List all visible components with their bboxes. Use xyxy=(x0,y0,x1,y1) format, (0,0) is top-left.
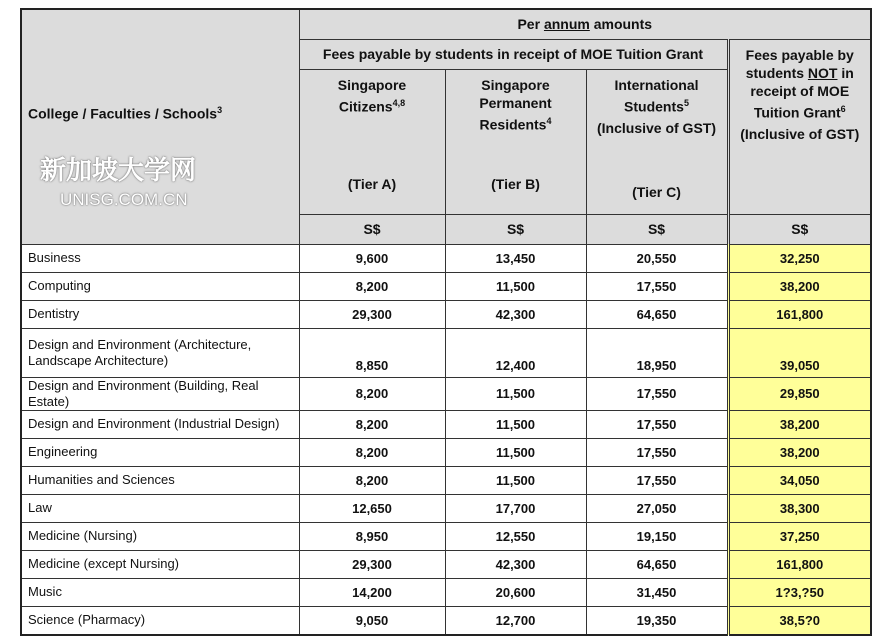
no-grant-fee-cell: 38,300 xyxy=(728,494,871,522)
international-fee-cell: 27,050 xyxy=(586,494,728,522)
citizen-fee-cell: 8,200 xyxy=(299,438,445,466)
citizen-fee-cell: 9,050 xyxy=(299,606,445,635)
citizen-fee-cell: 29,300 xyxy=(299,550,445,578)
table-row xyxy=(21,466,871,494)
no-grant-fee-cell: 34,050 xyxy=(728,466,871,494)
faculty-cell: Medicine (except Nursing) xyxy=(21,550,299,578)
no-grant-fee-cell: 32,250 xyxy=(728,244,871,272)
citizen-fee-cell: 8,200 xyxy=(299,410,445,438)
faculty-cell: Humanities and Sciences xyxy=(21,466,299,494)
watermark-url: UNISG.COM.CN xyxy=(60,190,188,209)
international-fee-cell: 18,950 xyxy=(586,328,728,377)
pr-fee-cell: 42,300 xyxy=(445,550,586,578)
citizen-fee-cell: 8,850 xyxy=(299,328,445,377)
table-row xyxy=(21,522,871,550)
table-row xyxy=(21,300,871,328)
table-row xyxy=(21,377,871,410)
no-grant-fee-cell: 29,850 xyxy=(728,377,871,410)
currency-d: S$ xyxy=(728,214,871,244)
currency-a: S$ xyxy=(299,214,445,244)
table-row xyxy=(21,438,871,466)
international-fee-cell: 17,550 xyxy=(586,377,728,410)
table-row xyxy=(21,550,871,578)
table-row xyxy=(21,606,871,635)
international-fee-cell: 17,550 xyxy=(586,438,728,466)
pr-header: Singapore Permanent Residents$^4$ (Tier B) xyxy=(445,69,586,214)
pr-fee-cell: 12,550 xyxy=(445,522,586,550)
citizen-fee-cell: 8,200 xyxy=(299,377,445,410)
faculty-cell: Science (Pharmacy) xyxy=(21,606,299,635)
no-grant-fee-cell: 38,200 xyxy=(728,272,871,300)
no-grant-fee-cell: 39,050 xyxy=(728,328,871,377)
table-row xyxy=(21,328,871,377)
table-row xyxy=(21,244,871,272)
college-header: College / Faculties / Schools$^3$ xyxy=(21,9,299,244)
no-grant-fee-cell: 161,800 xyxy=(728,550,871,578)
pr-fee-cell: 13,450 xyxy=(445,244,586,272)
currency-b: S$ xyxy=(445,214,586,244)
international-fee-cell: 19,150 xyxy=(586,522,728,550)
pr-fee-cell: 12,400 xyxy=(445,328,586,377)
international-fee-cell: 17,550 xyxy=(586,466,728,494)
international-fee-cell: 17,550 xyxy=(586,410,728,438)
no-grant-fee-cell: 37,250 xyxy=(728,522,871,550)
faculty-cell: Music xyxy=(21,578,299,606)
faculty-cell: Engineering xyxy=(21,438,299,466)
citizens-header: Singapore Citizens$^{4,8}$ (Tier A) xyxy=(299,69,445,214)
international-fee-cell: 64,650 xyxy=(586,300,728,328)
grant-group-header: Fees payable by students in receipt of MOE Tuition Grant xyxy=(299,39,728,69)
no-grant-fee-cell: 38,200 xyxy=(728,410,871,438)
faculty-cell: Business xyxy=(21,244,299,272)
faculty-cell: Law xyxy=(21,494,299,522)
pr-fee-cell: 17,700 xyxy=(445,494,586,522)
international-fee-cell: 19,350 xyxy=(586,606,728,635)
watermark-logo: 新加坡大学网 xyxy=(40,156,197,186)
table-row xyxy=(21,272,871,300)
table-row xyxy=(21,494,871,522)
international-fee-cell: 20,550 xyxy=(586,244,728,272)
pr-fee-cell: 11,500 xyxy=(445,466,586,494)
pr-fee-cell: 12,700 xyxy=(445,606,586,635)
citizen-fee-cell: 29,300 xyxy=(299,300,445,328)
citizen-fee-cell: 8,200 xyxy=(299,272,445,300)
no-grant-fee-cell: 1?3,?50 xyxy=(728,578,871,606)
international-fee-cell: 64,650 xyxy=(586,550,728,578)
pr-fee-cell: 11,500 xyxy=(445,410,586,438)
citizen-fee-cell: 14,200 xyxy=(299,578,445,606)
international-header: International Students$^5$ (Inclusive of GST) (Tier C) xyxy=(586,69,728,214)
currency-c: S$ xyxy=(586,214,728,244)
pr-fee-cell: 11,500 xyxy=(445,272,586,300)
no-grant-header: Fees payable by students NOT in receipt of MOE Tuition Grant$^6$ (Inclusive of GST) xyxy=(728,39,871,214)
citizen-fee-cell: 12,650 xyxy=(299,494,445,522)
pr-fee-cell: 11,500 xyxy=(445,377,586,410)
faculty-cell: Computing xyxy=(21,272,299,300)
citizen-fee-cell: 9,600 xyxy=(299,244,445,272)
table-row xyxy=(21,578,871,606)
no-grant-fee-cell: 161,800 xyxy=(728,300,871,328)
faculty-cell: Dentistry xyxy=(21,300,299,328)
table-row xyxy=(21,410,871,438)
no-grant-fee-cell: 38,200 xyxy=(728,438,871,466)
per-annum-header: Per annum amounts xyxy=(299,9,871,39)
fees-table xyxy=(20,8,872,636)
citizen-fee-cell: 8,200 xyxy=(299,466,445,494)
faculty-cell: Design and Environment (Building, Real Estate) xyxy=(21,377,299,410)
pr-fee-cell: 20,600 xyxy=(445,578,586,606)
no-grant-fee-cell: 38,5?0 xyxy=(728,606,871,635)
citizen-fee-cell: 8,950 xyxy=(299,522,445,550)
faculty-cell: Medicine (Nursing) xyxy=(21,522,299,550)
international-fee-cell: 17,550 xyxy=(586,272,728,300)
faculty-cell: Design and Environment (Architecture, Landscape Architecture) xyxy=(21,328,299,377)
pr-fee-cell: 42,300 xyxy=(445,300,586,328)
international-fee-cell: 31,450 xyxy=(586,578,728,606)
faculty-cell: Design and Environment (Industrial Design) xyxy=(21,410,299,438)
pr-fee-cell: 11,500 xyxy=(445,438,586,466)
